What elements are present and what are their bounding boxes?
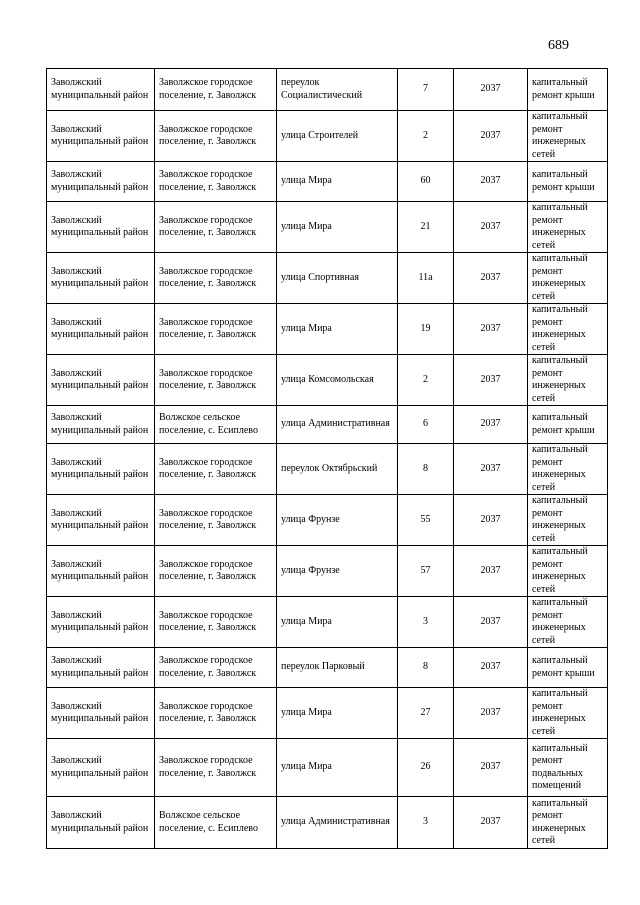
repair-type-cell: капитальный ремонт инженерных сетей bbox=[528, 111, 608, 162]
table-row bbox=[47, 648, 608, 688]
house-number-cell: 57 bbox=[398, 546, 454, 597]
settlement-cell: Заволжское городское поселение, г. Заволжск bbox=[155, 304, 277, 355]
repair-type-cell: капитальный ремонт инженерных сетей bbox=[528, 202, 608, 253]
street-cell: улица Мира bbox=[277, 688, 398, 739]
district-cell: Заволжский муниципальный район bbox=[47, 69, 155, 111]
settlement-cell: Волжское сельское поселение, с. Есиплево bbox=[155, 797, 277, 849]
year-cell: 2037 bbox=[454, 444, 528, 495]
table-row bbox=[47, 739, 608, 797]
street-cell: улица Фрунзе bbox=[277, 546, 398, 597]
street-cell: улица Фрунзе bbox=[277, 495, 398, 546]
house-number-cell: 19 bbox=[398, 304, 454, 355]
district-cell: Заволжский муниципальный район bbox=[47, 355, 155, 406]
settlement-cell: Заволжское городское поселение, г. Заволжск bbox=[155, 202, 277, 253]
table-row bbox=[47, 304, 608, 355]
table-row bbox=[47, 444, 608, 495]
house-number-cell: 11а bbox=[398, 253, 454, 304]
street-cell: переулок Парковый bbox=[277, 648, 398, 688]
house-number-cell: 2 bbox=[398, 111, 454, 162]
year-cell: 2037 bbox=[454, 495, 528, 546]
repair-type-cell: капитальный ремонт подвальных помещений bbox=[528, 739, 608, 797]
table-row bbox=[47, 355, 608, 406]
settlement-cell: Заволжское городское поселение, г. Заволжск bbox=[155, 546, 277, 597]
repair-type-cell: капитальный ремонт инженерных сетей bbox=[528, 304, 608, 355]
repair-type-cell: капитальный ремонт инженерных сетей bbox=[528, 355, 608, 406]
settlement-cell: Заволжское городское поселение, г. Заволжск bbox=[155, 253, 277, 304]
year-cell: 2037 bbox=[454, 202, 528, 253]
district-cell: Заволжский муниципальный район bbox=[47, 688, 155, 739]
house-number-cell: 6 bbox=[398, 406, 454, 444]
district-cell: Заволжский муниципальный район bbox=[47, 444, 155, 495]
settlement-cell: Заволжское городское поселение, г. Заволжск bbox=[155, 648, 277, 688]
district-cell: Заволжский муниципальный район bbox=[47, 162, 155, 202]
house-number-cell: 26 bbox=[398, 739, 454, 797]
table-row bbox=[47, 253, 608, 304]
house-number-cell: 21 bbox=[398, 202, 454, 253]
settlement-cell: Заволжское городское поселение, г. Заволжск bbox=[155, 688, 277, 739]
district-cell: Заволжский муниципальный район bbox=[47, 546, 155, 597]
settlement-cell: Заволжское городское поселение, г. Заволжск bbox=[155, 355, 277, 406]
settlement-cell: Волжское сельское поселение, с. Есиплево bbox=[155, 406, 277, 444]
district-cell: Заволжский муниципальный район bbox=[47, 797, 155, 849]
year-cell: 2037 bbox=[454, 739, 528, 797]
year-cell: 2037 bbox=[454, 546, 528, 597]
street-cell: улица Мира bbox=[277, 162, 398, 202]
table-row bbox=[47, 597, 608, 648]
table-row bbox=[47, 688, 608, 739]
year-cell: 2037 bbox=[454, 253, 528, 304]
street-cell: улица Административная bbox=[277, 797, 398, 849]
table-row bbox=[47, 202, 608, 253]
district-cell: Заволжский муниципальный район bbox=[47, 739, 155, 797]
street-cell: переулок Социалистический bbox=[277, 69, 398, 111]
table-row bbox=[47, 797, 608, 849]
settlement-cell: Заволжское городское поселение, г. Заволжск bbox=[155, 444, 277, 495]
street-cell: улица Комсомольская bbox=[277, 355, 398, 406]
settlement-cell: Заволжское городское поселение, г. Заволжск bbox=[155, 69, 277, 111]
table-row bbox=[47, 495, 608, 546]
table-row bbox=[47, 406, 608, 444]
street-cell: переулок Октябрьский bbox=[277, 444, 398, 495]
repair-type-cell: капитальный ремонт инженерных сетей bbox=[528, 253, 608, 304]
repair-type-cell: капитальный ремонт инженерных сетей bbox=[528, 797, 608, 849]
settlement-cell: Заволжское городское поселение, г. Заволжск bbox=[155, 111, 277, 162]
year-cell: 2037 bbox=[454, 304, 528, 355]
year-cell: 2037 bbox=[454, 162, 528, 202]
house-number-cell: 8 bbox=[398, 444, 454, 495]
street-cell: улица Мира bbox=[277, 304, 398, 355]
district-cell: Заволжский муниципальный район bbox=[47, 202, 155, 253]
settlement-cell: Заволжское городское поселение, г. Заволжск bbox=[155, 162, 277, 202]
repair-type-cell: капитальный ремонт крыши bbox=[528, 648, 608, 688]
year-cell: 2037 bbox=[454, 355, 528, 406]
house-number-cell: 2 bbox=[398, 355, 454, 406]
table-row bbox=[47, 162, 608, 202]
district-cell: Заволжский муниципальный район bbox=[47, 253, 155, 304]
year-cell: 2037 bbox=[454, 406, 528, 444]
settlement-cell: Заволжское городское поселение, г. Заволжск bbox=[155, 597, 277, 648]
year-cell: 2037 bbox=[454, 69, 528, 111]
house-number-cell: 55 bbox=[398, 495, 454, 546]
district-cell: Заволжский муниципальный район bbox=[47, 495, 155, 546]
repair-type-cell: капитальный ремонт инженерных сетей bbox=[528, 597, 608, 648]
street-cell: улица Мира bbox=[277, 202, 398, 253]
year-cell: 2037 bbox=[454, 648, 528, 688]
table-body bbox=[47, 69, 608, 849]
year-cell: 2037 bbox=[454, 597, 528, 648]
district-cell: Заволжский муниципальный район bbox=[47, 597, 155, 648]
district-cell: Заволжский муниципальный район bbox=[47, 304, 155, 355]
street-cell: улица Административная bbox=[277, 406, 398, 444]
house-number-cell: 3 bbox=[398, 797, 454, 849]
house-number-cell: 27 bbox=[398, 688, 454, 739]
table-row bbox=[47, 111, 608, 162]
street-cell: улица Мира bbox=[277, 739, 398, 797]
repair-type-cell: капитальный ремонт инженерных сетей bbox=[528, 495, 608, 546]
settlement-cell: Заволжское городское поселение, г. Заволжск bbox=[155, 495, 277, 546]
house-number-cell: 3 bbox=[398, 597, 454, 648]
district-cell: Заволжский муниципальный район bbox=[47, 406, 155, 444]
repair-schedule-table bbox=[46, 68, 608, 849]
house-number-cell: 60 bbox=[398, 162, 454, 202]
district-cell: Заволжский муниципальный район bbox=[47, 648, 155, 688]
year-cell: 2037 bbox=[454, 797, 528, 849]
street-cell: улица Мира bbox=[277, 597, 398, 648]
table-row bbox=[47, 69, 608, 111]
street-cell: улица Спортивная bbox=[277, 253, 398, 304]
repair-type-cell: капитальный ремонт инженерных сетей bbox=[528, 444, 608, 495]
year-cell: 2037 bbox=[454, 688, 528, 739]
district-cell: Заволжский муниципальный район bbox=[47, 111, 155, 162]
repair-type-cell: капитальный ремонт крыши bbox=[528, 69, 608, 111]
street-cell: улица Строителей bbox=[277, 111, 398, 162]
repair-type-cell: капитальный ремонт крыши bbox=[528, 406, 608, 444]
page-number: 689 bbox=[548, 38, 569, 53]
settlement-cell: Заволжское городское поселение, г. Заволжск bbox=[155, 739, 277, 797]
repair-type-cell: капитальный ремонт крыши bbox=[528, 162, 608, 202]
house-number-cell: 8 bbox=[398, 648, 454, 688]
house-number-cell: 7 bbox=[398, 69, 454, 111]
repair-type-cell: капитальный ремонт инженерных сетей bbox=[528, 688, 608, 739]
table-row bbox=[47, 546, 608, 597]
repair-type-cell: капитальный ремонт инженерных сетей bbox=[528, 546, 608, 597]
year-cell: 2037 bbox=[454, 111, 528, 162]
